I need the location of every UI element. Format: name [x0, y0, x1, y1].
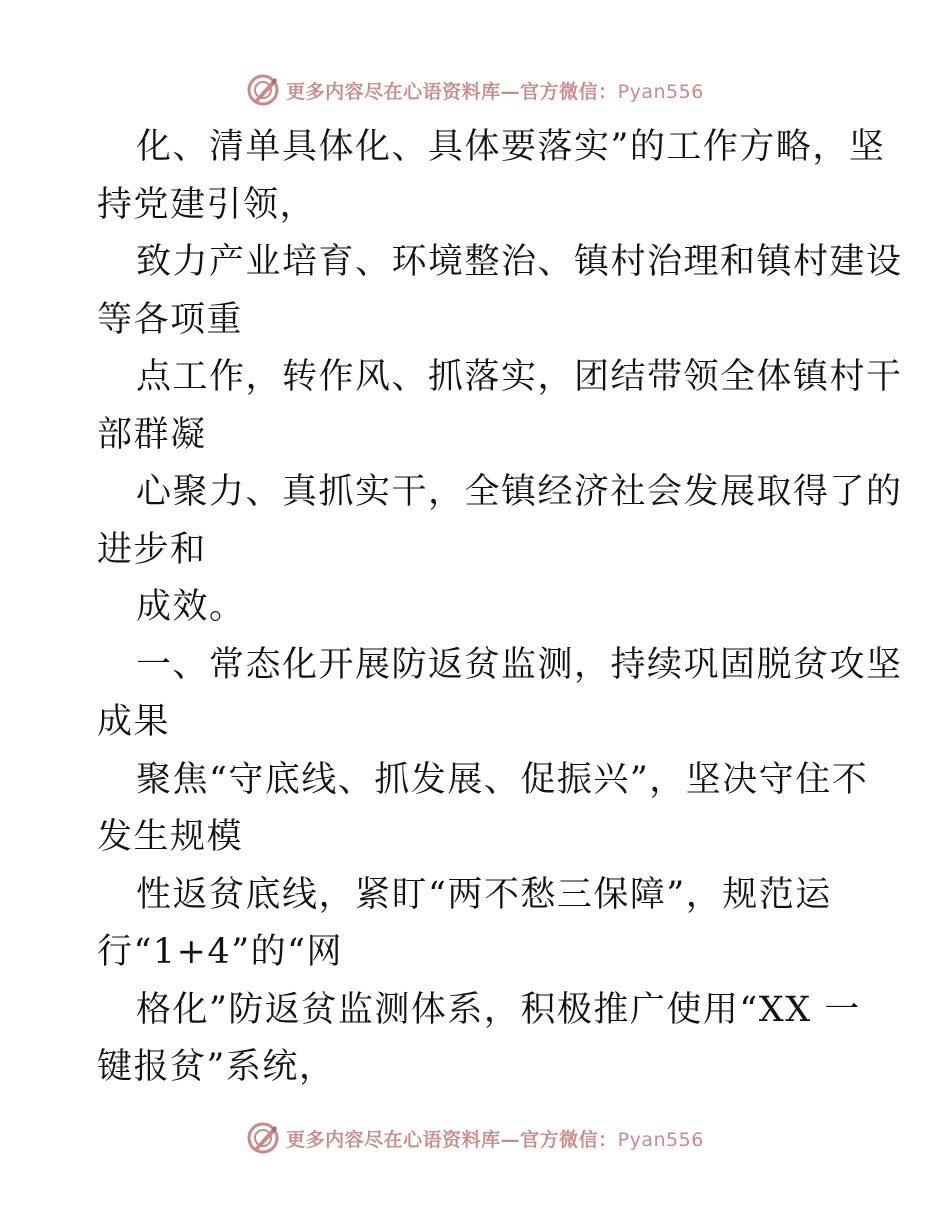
paragraph-line: 持党建引领，	[97, 184, 317, 225]
watermark-inner	[246, 1121, 704, 1155]
document-body	[97, 119, 903, 1097]
paragraph-line: 致力产业培育、环境整治、镇村治理和镇村建设	[136, 242, 903, 282]
paragraph-line: 成效。	[136, 587, 246, 627]
pen-seal-logo-icon	[246, 1121, 280, 1155]
paragraph-line: 点工作，转作风、抓落实，团结带领全体镇村干	[136, 357, 903, 397]
watermark-inner	[246, 73, 704, 107]
paragraph-line: 进步和	[97, 529, 207, 570]
paragraph-line: 键报贫”系统，	[97, 1047, 336, 1087]
watermark-header	[0, 70, 950, 110]
paragraph-line: 等各项重	[97, 299, 244, 340]
paragraph-line: 部群凝	[97, 414, 207, 455]
paragraph-line: 行“1+4”的“网	[97, 932, 344, 972]
watermark-handle: Pyan556	[617, 80, 704, 103]
watermark-text	[286, 77, 704, 104]
paragraph-line: 聚焦“守底线、抓发展、促振兴”，坚决守住不	[136, 759, 869, 800]
section-heading: 一、常态化开展防返贫监测，持续巩固脱贫攻坚	[136, 644, 903, 685]
paragraph-line: 心聚力、真抓实干，全镇经济社会发展取得了的	[136, 472, 903, 512]
paragraph-line: 化、清单具体化、具体要落实”的工作方略，坚	[136, 127, 886, 167]
watermark-footer	[0, 1118, 950, 1158]
watermark-handle: Pyan556	[617, 1128, 704, 1151]
paragraph-line: 格化”防返贫监测体系，积极推广使用“XX 一	[136, 989, 861, 1030]
section-heading-continued: 成果	[97, 702, 171, 742]
watermark-label: 更多内容尽在心语资料库—官方微信：	[286, 80, 618, 103]
paragraph-line: 性返贫底线，紧盯“两不愁三保障”，规范运	[136, 874, 832, 915]
paragraph-line: 发生规模	[97, 817, 244, 857]
pen-seal-logo-icon	[246, 73, 280, 107]
watermark-label: 更多内容尽在心语资料库—官方微信：	[286, 1128, 618, 1151]
watermark-text	[286, 1125, 704, 1152]
